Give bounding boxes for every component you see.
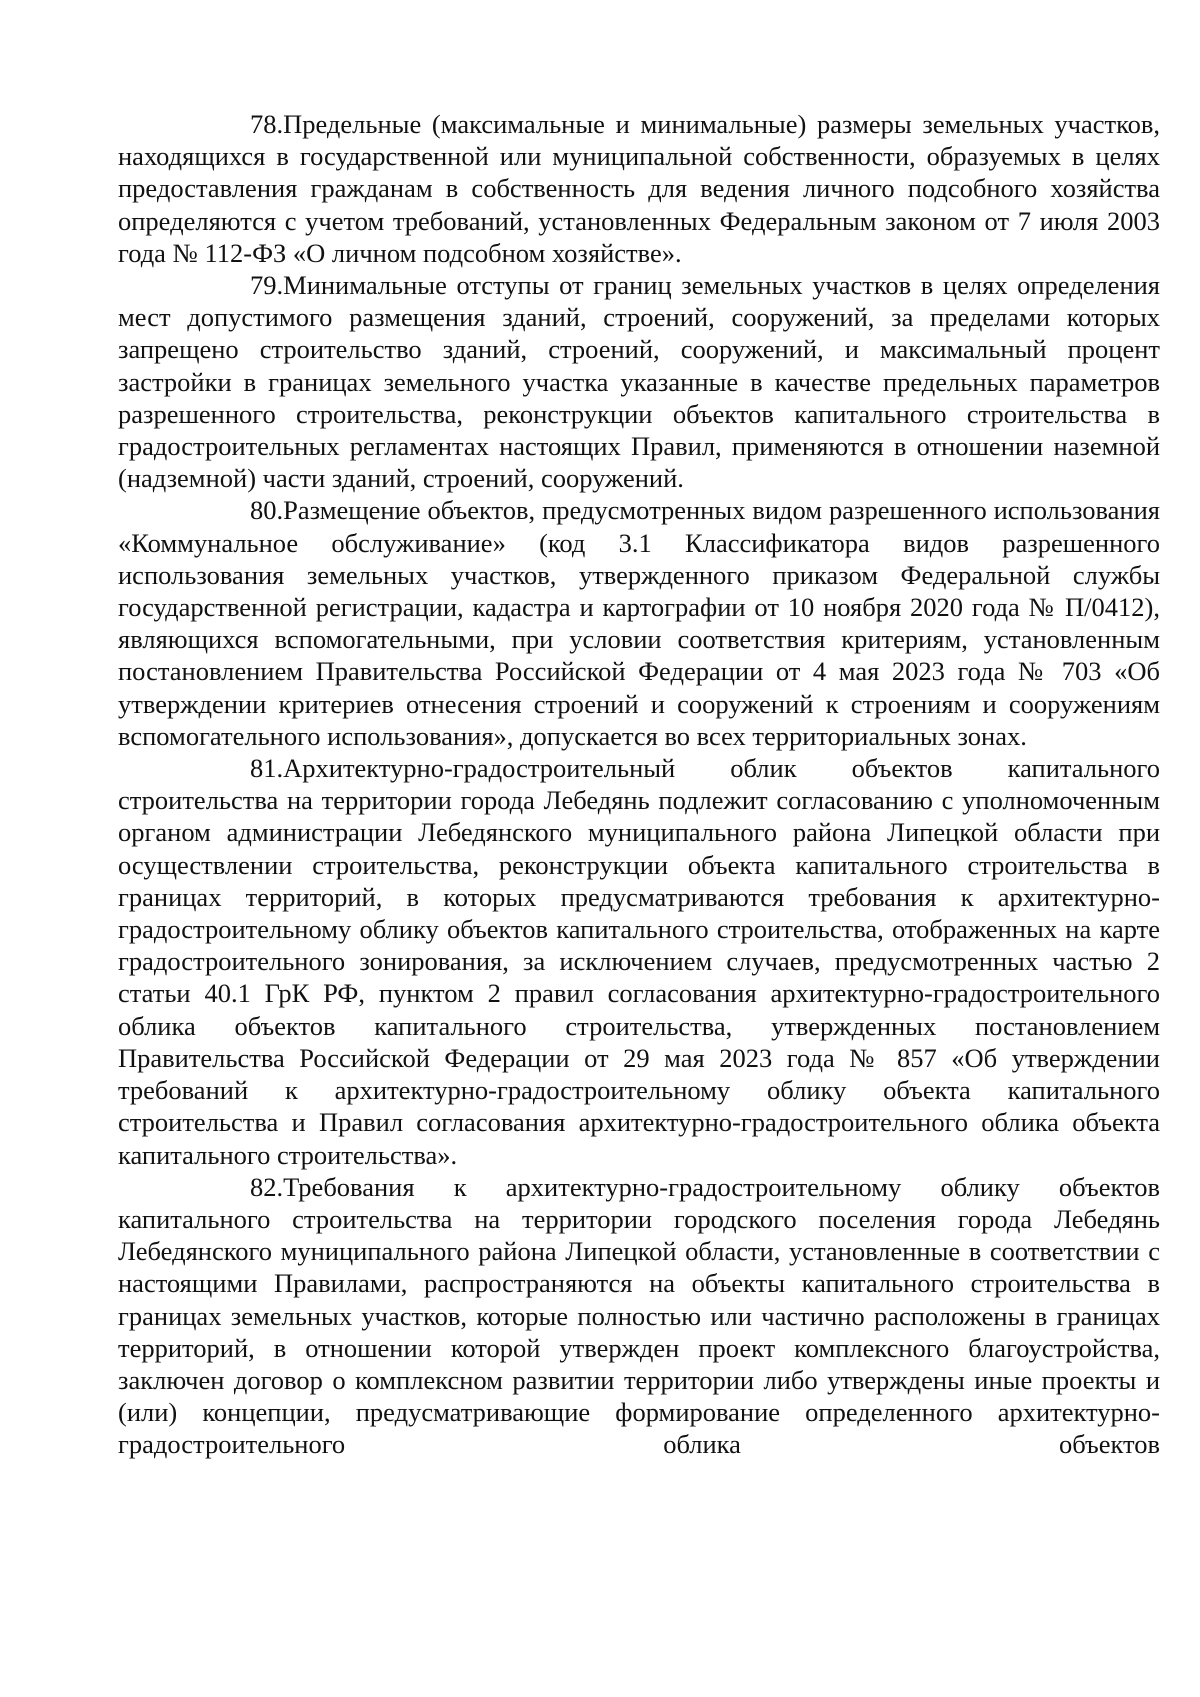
paragraph-number: 78. [250,109,284,139]
paragraph-text: Минимальные отступы от границ земельных участков в целях определения мест допустимого размещения зданий, строений, сооружений, за пределами которых запрещено строительство зданий, строений, сооружений, и максимальный процент застройки в границах земельного участка указанные в качестве предельных параметров разрешенного строительства, реконструкции объектов капитального строительства в градостроительных регламентах настоящих Правил, применяются в отношении наземной (надземной) части зданий, строений, сооружений. [118,270,1160,494]
paragraph-80 [118,494,1160,752]
paragraph-number: 79. [250,270,284,301]
paragraph-82 [118,1171,1160,1461]
paragraph-text: Архитектурно-градостроительный облик объектов капитального строительства на территории города Лебедянь подлежит согласованию с уполномоченным органом администрации Лебедянского муниципального района Липецкой области при осуществлении строительства, реконструкции объекта капитального строительства в границах территорий, в которых предусматриваются требования к архитектурно-градостроительному облику объектов капитального строительства, отображенных на карте градостроительного зонирования, за исключением случаев, предусмотренных частью 2 статьи 40.1 ГрК РФ, пунктом 2 правил согласования архитектурно-градостроительного облика объектов капитального строительства, утвержденных постановлением Правительства Российской Федерации от 29 мая 2023 года № 857 «Об утверждении требований к архитектурно-градостроительному облику объекта капитального строительства и Правил согласования архитектурно-градостроительного облика объекта капитального строительства». [118,753,1160,1170]
paragraph-79 [118,269,1160,494]
paragraph-81 [118,752,1160,1171]
paragraph-number: 80. [250,495,284,526]
paragraph-number: 82. [250,1171,284,1202]
paragraph-text: Предельные (максимальные и минимальные) размеры земельных участков, находящихся в государственной или муниципальной собственности, образуемых в целях предоставления гражданам в собственность для ведения личного подсобного хозяйства определяются с учетом требований, установленных Федеральным законом от 7 июля 2003 года № 112-ФЗ «О личном подсобном хозяйстве». [118,109,1160,268]
document-page [118,108,1160,1461]
paragraph-number: 81. [250,753,284,784]
paragraph-text: Требования к архитектурно-градостроительному облику объектов капитального строительства на территории городского поселения города Лебедянь Лебедянского муниципального района Липецкой области, установленные в соответствии с настоящими Правилами, распространяются на объекты капитального строительства в границах земельных участков, которые полностью или частично расположены в границах территорий, в отношении которой утвержден проект комплексного благоустройства, заключен договор о комплексном развитии территории либо утверждены иные проекты и (или) концепции, предусматривающие формирование определенного архитектурно-градостроительного облика объектов [118,1171,1160,1460]
paragraph-text: Размещение объектов, предусмотренных видом разрешенного использования «Коммунальное обслуживание» (код 3.1 Классификатора видов разрешенного использования земельных участков, утвержденного приказом Федеральной службы государственной регистрации, кадастра и картографии от 10 ноября 2020 года № П/0412), являющихся вспомогательными, при условии соответствия критериям, установленным постановлением Правительства Российской Федерации от 4 мая 2023 года № 703 «Об утверждении критериев отнесения строений и сооружений к строениям и сооружениям вспомогательного использования», допускается во всех территориальных зонах. [118,495,1160,751]
paragraph-78 [118,108,1160,269]
